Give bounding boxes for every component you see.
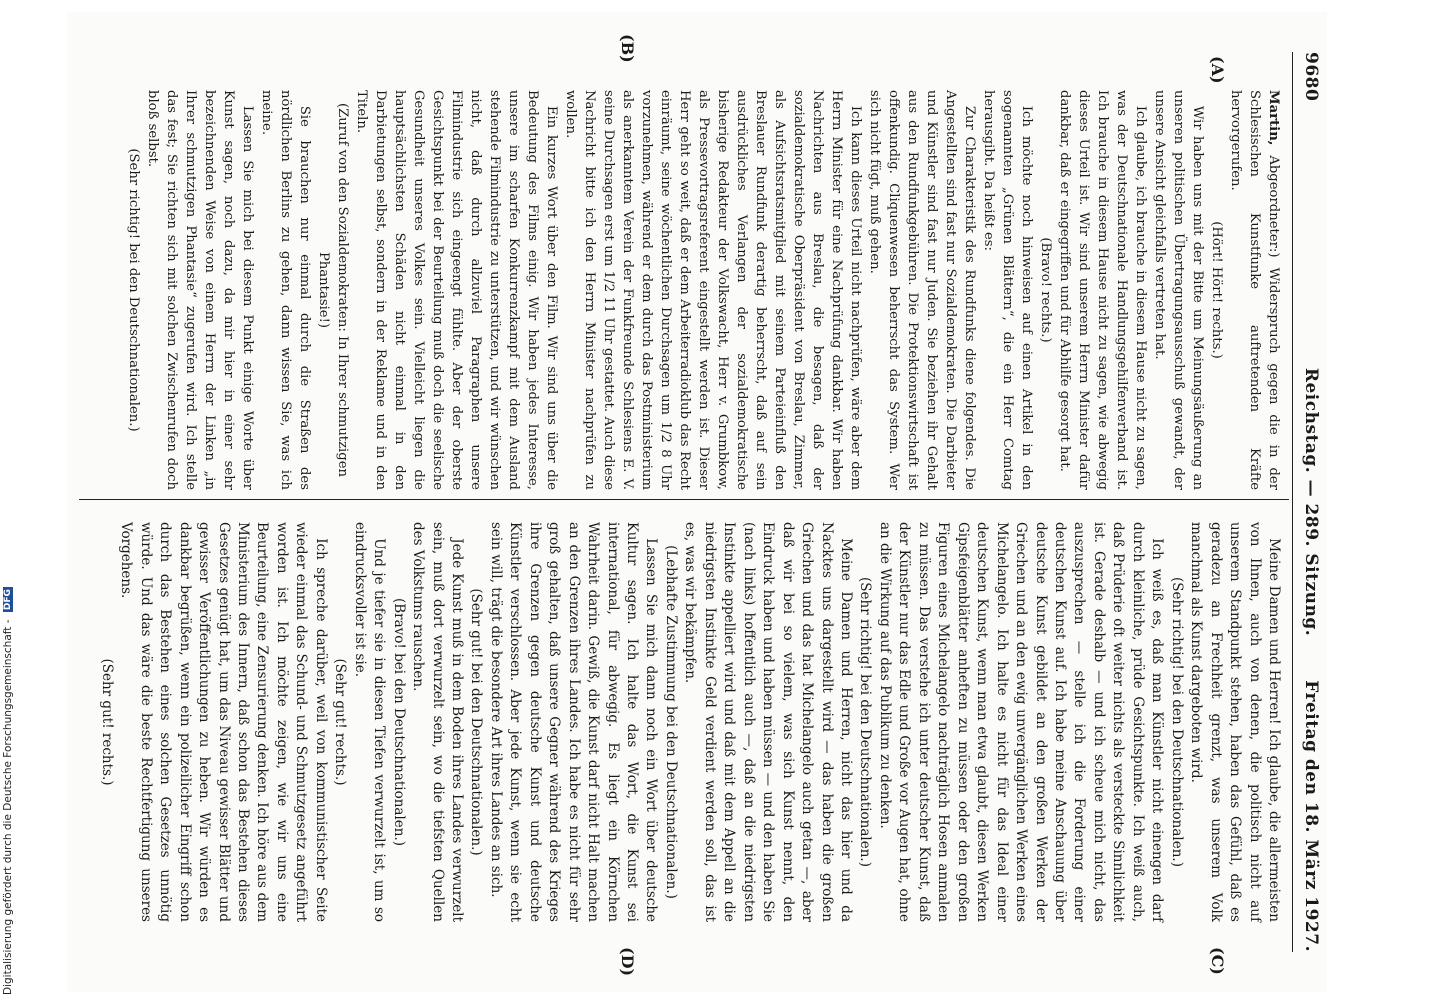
column-divider [79, 499, 1289, 500]
paragraph: Ich glaube, ich brauche in diesem Hause nicht zu sagen, was der Deutschnationale Handlungsgehilfenverband ist. Ich brauche in diesem Hause nicht zu sagen, wie abwegig dieses Urteil ist. Wir sind unserem Herrn Minister dafür dankbar, daß er eingegriffen und für Abhilfe gesorgt hat. [1057, 90, 1148, 490]
paragraph: Ich spreche darüber, weil von kommunistischer Seite wieder einmal das Schund- und Schmutzgesetz angeführt worden ist. Ich möchte zeigen, wie wir uns eine Beurteilung, eine Zensurierung denken. Ich höre aus dem Ministerium des Innern, daß schon das Bestehen dieses Gesetzes genügt hat, um das Niveau gewisser Blätter und gewisser Veröffentlichungen zu heben. Wir würden es dankbar begrüßen, wenn ein polizeilicher Eingriff schon durch das Bestehen eines solchen Gesetzes unnötig würde. Und das wäre die beste Rechtfertigung unseres Vorgehens. [118, 522, 329, 922]
paragraph: Ich kann dieses Urteil nicht nachprüfen, wäre aber dem Herrn Minister für eine Nachprüfung dankbar. Wir haben Nachrichten aus Breslau, die besagen, daß der sozialdemokratische Oberpräsident von Breslau, Zimmer, als Aufsichtsratsmitglied mit seinem Parteieinfluß den Breslauer Rundfunk derartig beherrscht, daß auf sein ausdrückliches Verlangen der sozialdemokratische bisherige Redakteur der Volkswacht, Herr v. Grumbkow, als Pressevortragsreferent eingestellt werden ist. Dieser Herr geht so weit, daß er dem Arbeiterradioklub das Recht einräumt, seine wöchentlichen Durchsagen um 1/2 8 Uhr vorzunehmen, während er dem durch das Postministerium als anerkanntem Verein der Funkfreunde Schlesiens E. V. seine Durchsagen erst um 1/2 11 Uhr gestattet. Auch diese Nachricht bitte ich den Herrn Minister nachprüfen zu wollen. [563, 90, 863, 490]
interjection: (Lebhafte Zustimmung bei den Deutschnationalen.) [662, 545, 679, 899]
right-column [96, 522, 1283, 922]
margin-mark-c: (C) [1208, 947, 1227, 975]
paragraph: Lassen Sie mich dann noch ein Wort über deutsche Kultur sagen. Ich halte das Wort, die Kunst sei international, für abwegig. Es liegt ein Körnchen Wahrheit darin. Gewiß, die Kunst darf nicht Halt machen an den Grenzen ihres Landes. Ich habe es nicht für sehr groß gehalten, daß unsere Gegner während des Krieges ihre Grenzen gegen deutsche Kunst und deutsche Künstler verschlossen. Aber jede Kunst, wenn sie echt sein will, trägt die besondere Art ihres Landes an sich. [487, 522, 660, 922]
interjection: (Sehr richtig! bei den Deutschnationalen.) [1168, 577, 1185, 867]
interjection: (Sehr gut! bei den Deutschnationalen.) [468, 588, 485, 856]
speaker-text: Abgeordneter:) Widerspruch gegen die in der Schlesischen Kunstfunke auftretenden Kräfte hervorgerufen. [1228, 90, 1281, 490]
speaker-paragraph [1226, 90, 1283, 490]
dfg-logo: DFG [3, 589, 13, 611]
paragraph: Zur Charakteristik des Rundfunks diene folgendes. Die Angestellten sind fast nur Sozialdemokraten. Die Darbieter und Künstler sind fast nur Juden. Sie beziehen ihr Gehalt aus den Rundfunkgebühren. Die Protektionswirtschaft ist offenkundig. Cliquenwesen beherrscht das System. Wer sich nicht fügt, muß gehen. [867, 90, 977, 490]
margin-mark-d: (D) [618, 947, 637, 977]
interjection: (Zuruf von den Sozialdemokraten: In Ihrer schmutzigen Phantasie!) [316, 102, 350, 478]
digitization-credit [2, 587, 14, 995]
paragraph: Ich weiß es, daß man Künstler nicht einengen darf durch kleinliche, prüde Gesichtspunkte. Ich weiß auch, daß Prüderie oft weiter nichts als versteckte Sinnlichkeit ist. Gerade deshalb — und ich scheue mich nicht, das auszusprechen — stelle ich die Forderung einer deutschen Kunst auf. Ich habe meine Anschauung über deutsche Kunst gebildet an den großen Werken der Griechen und an den ewig unvergänglichen Werken eines Michelangelo. Ich halte es nicht für das Ideal einer deutschen Kunst, wenn man etwa glaubt, diesen Werken Gipsfeigenblätter anheften zu müssen oder den großen Figuren eines Michelangelo nachträglich Hosen anmalen zu müssen. Das verstehe ich unter deutscher Kunst, daß der Künstler nur das Edle und Große vor Augen hat, ohne an die Wirkung auf das Publikum zu denken. [876, 522, 1166, 922]
interjection: (Sehr gut! rechts.) [332, 658, 349, 786]
scanned-page [67, 12, 1327, 992]
session-date: Freitag den 18. März 1927. [1301, 680, 1321, 952]
paragraph: Sie brauchen nur einmal durch die Straßen des nördlichen Berlins zu gehen, dann wissen Sie, was ich meine. [259, 90, 312, 490]
interjection: (Hört! Hört! rechts.) [1209, 221, 1224, 359]
session-title: Reichstag. — 289. Sitzung. [1301, 367, 1321, 637]
margin-mark-b: (B) [618, 34, 637, 63]
header-rule [1292, 52, 1293, 952]
paragraph: Ein kurzes Wort über den Film. Wir sind uns über die Bedeutung des Films einig. Wir haben jedes Interesse, unsere im scharfen Konkurrenzkampf mit dem Ausland stehende Filmindustrie zu unterstützen, und wir wünschen nicht, daß durch allzuviel Paragraphen unsere Filmindustrie sich eingeengt fühlte. Aber der oberste Gesichtspunkt bei der Beurteilung muß doch die seelische Gesundheit unseres Volkes sein. Vielleicht liegen die hauptsächlichsten Schäden nicht einmal in den Darbietungen selbst, sondern in der Reklame und in den Titeln. [354, 90, 559, 490]
interjection: (Sehr richtig! bei den Deutschnationalen.) [126, 148, 141, 432]
paragraph: Wir haben uns mit der Bitte um Meinungsäußerung an unseren politischen Übertragungsausschuß gewandt, der unsere Ansicht gleichfalls vertreten hat. [1152, 90, 1205, 490]
paragraph: Lassen Sie mich bei diesem Punkt einige Worte über Kunst sagen, noch dazu, da mir hier in einer sehr bezeichnenden Weise von einem Herrn der Linken „in Ihrer schmutzigen Phantasie“ zugerufen wird. Ich stelle das fest; Sie richten sich mit solchen Zwischenrufen doch bloß selbst. [145, 90, 255, 490]
interjection: (Bravo! bei den Deutschnationalen.) [390, 597, 407, 847]
interjection: (Sehr gut! rechts.) [98, 658, 115, 786]
page-header [1295, 52, 1321, 952]
credit-text: Digitalisierung gefördert durch die Deutsche Forschungsgemeinschaft - [2, 619, 14, 995]
paragraph: Jede Kunst muß in dem Boden ihres Landes verwurzelt sein, muß dort verwurzelt sein, wo die tiefsten Quellen des Volkstums rauschen. [410, 522, 465, 922]
interjection: (Bravo! rechts.) [1038, 237, 1053, 343]
margin-mark-a: (A) [1208, 56, 1227, 84]
paragraph: Ich möchte noch hinweisen auf einen Artikel in den sogenannten „Grünen Blättern“, die ein Herr Comtag herausgibt. Da heißt es: [981, 90, 1034, 490]
paragraph: Meine Damen und Herren! Ich glaube, die allermeisten von Ihnen, auch von denen, die politisch nicht auf unserem Standpunkt stehen, haben das Gefühl, daß es geradezu an Frechheit grenzt, was unserem Volk manchmal als Kunst dargeboten wird. [1188, 522, 1282, 922]
paragraph: Meine Damen und Herren, nicht das hier und da Nacktes uns dargestellt wird — das haben die großen Griechen und das hat Michelangelo auch getan —, aber daß wir bei so vielem, was sich Kunst nennt, den Eindruck haben und haben müssen — und den haben Sie (nach links) hoffentlich auch —, daß an die niedrigsten Instinkte appelliert wird und daß mit dem Appell an die niedrigsten Instinkte Geld verdient werden soll, das ist es, was wir bekämpfen. [682, 522, 855, 922]
page-number: 9680 [1301, 52, 1321, 102]
speaker-name: Martin, [1266, 90, 1281, 146]
paragraph: Und je tiefer sie in diesen Tiefen verwurzelt ist, um so eindrucksvoller ist sie. [351, 522, 388, 922]
left-column [124, 90, 1283, 490]
interjection: (Sehr richtig! bei den Deutschnationalen.) [857, 577, 874, 867]
